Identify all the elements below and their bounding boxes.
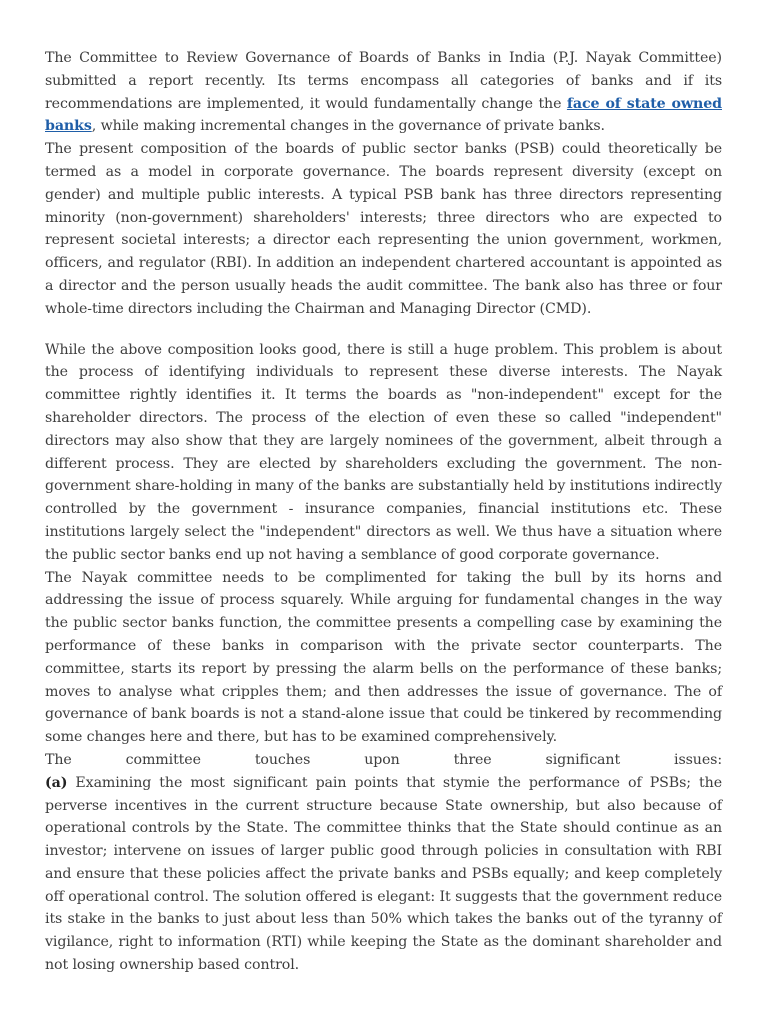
intro-text-end: , while making incremental changes in the governance of private banks. — [91, 118, 605, 135]
paragraph-problem: While the above composition looks good, there is still a huge problem. This problem is about the process of identifying individuals to represent these diverse interests. The Nayak committee rightly identifies it. It terms the boards as "non-independent" except for the shareholder directors. The process of the election of even these so called "independent" directors may also show that they are largely nominees of the government, albeit through a different process. They are elected by shareholders excluding the government. The non-government share-holding in many of the banks are substantially held by institutions indirectly controlled by the government - insurance companies, financial institutions etc. These institutions largely select the "independent" directors as well. We thus have a situation where the public sector banks end up not having a semblance of good corporate governance. — [45, 341, 722, 563]
issue-a-text: Examining the most significant pain points that stymie the performance of PSBs; the perverse incentives in the current structure because State ownership, but also because of operational controls by the State. The committee thinks that the State should continue as an investor; intervene on issues of larger public good through policies in consultation with RBI and ensure that these policies affect the private banks and PSBs equally; and keep completely off operational control. The solution offered is elegant: It suggests that the government reduce its stake in the banks to just about less than 50% which takes the banks out of the tyranny of vigilance, right to information (RTI) while keeping the State as the dominant shareholder and not losing ownership based control. — [45, 774, 722, 974]
issue-a-marker: (a) — [45, 774, 68, 791]
article-body — [45, 47, 722, 977]
intro-text: The Committee to Review Governance of Boards of Banks in India (P.J. Nayak Committee) submitted a report recently. Its terms encompass all categories of banks and if its recommendations are implemented, it would fundamentally change the — [45, 50, 722, 112]
paragraph-issues-intro: The committee touches upon three significant issues: — [45, 751, 722, 768]
paragraph-issue-a — [45, 772, 722, 977]
face-of-state-owned-banks-link[interactable]: face of state owned banks — [45, 95, 722, 135]
paragraph-board-composition: The present composition of the boards of public sector banks (PSB) could theoretically be termed as a model in corporate governance. The boards represent diversity (except on gender) and multiple public interests. A typical PSB bank has three directors representing minority (non-government) shareholders' interests; three directors who are expected to represent societal interests; a director each representing the union government, workmen, officers, and regulator (RBI). In addition an independent chartered accountant is appointed as a director and the person usually heads the audit committee. The bank also has three or four whole-time directors including the Chairman and Managing Director (CMD). — [45, 141, 722, 317]
paragraph-committee-praise: The Nayak committee needs to be complimented for taking the bull by its horns and addressing the issue of process squarely. While arguing for fundamental changes in the way the public sector banks function, the committee presents a compelling case by examining the performance of these banks in comparison with the private sector counterparts. The committee, starts its report by pressing the alarm bells on the performance of these banks; moves to analyse what cripples them; and then addresses the issue of governance. The of governance of bank boards is not a stand-alone issue that could be tinkered by recommending some changes here and there, but has to be examined comprehensively. — [45, 569, 722, 746]
paragraph-intro — [45, 47, 722, 138]
